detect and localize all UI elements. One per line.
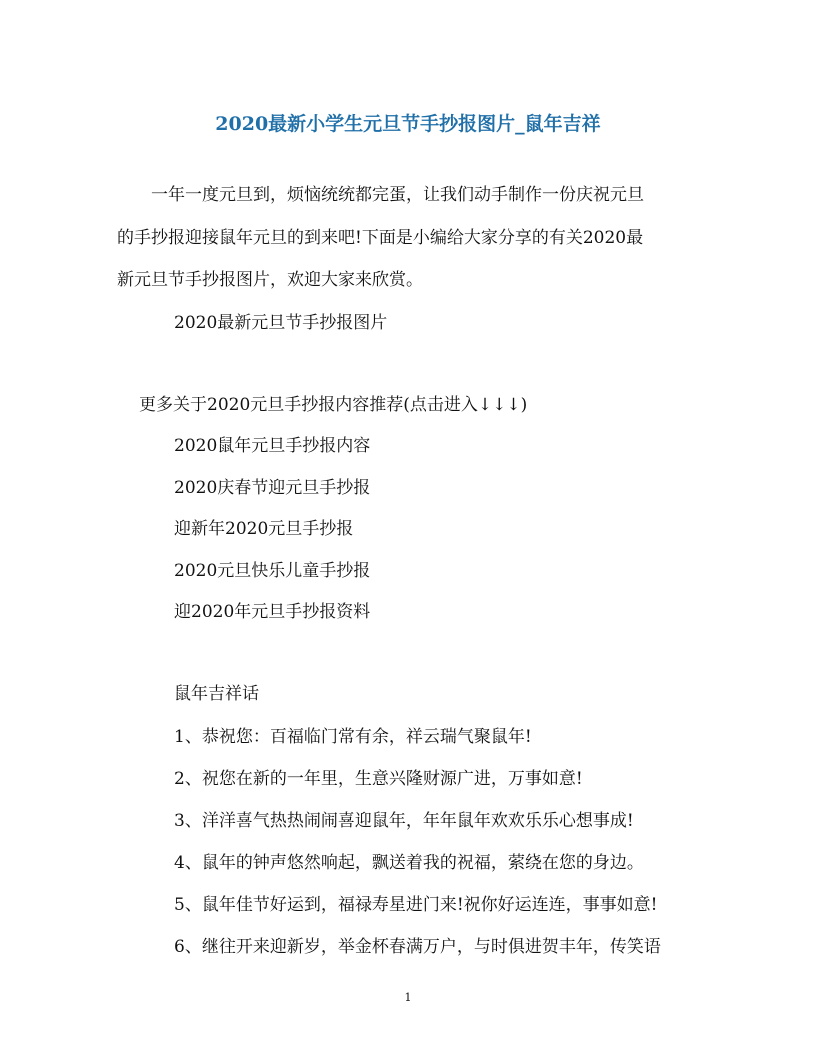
page-number: 1 xyxy=(404,991,412,1004)
recommend-link[interactable]: 迎新年2020元旦手抄报 xyxy=(174,519,354,539)
document-title: 2020最新小学生元旦节手抄报图片_鼠年吉祥 xyxy=(215,113,601,135)
intro-line-2: 的手抄报迎接鼠年元旦的到来吧!下面是小编给大家分享的有关2020最 xyxy=(117,228,644,248)
recommend-link[interactable]: 2020庆春节迎元旦手抄报 xyxy=(174,478,371,498)
image-caption: 2020最新元旦节手抄报图片 xyxy=(174,313,388,333)
recommend-heading: 更多关于2020元旦手抄报内容推荐(点击进入↓↓↓) xyxy=(139,395,528,415)
blessing-item: 2、祝您在新的一年里，生意兴隆财源广进，万事如意! xyxy=(174,769,583,789)
blessing-item: 5、鼠年佳节好运到，福禄寿星进门来!祝你好运连连，事事如意! xyxy=(174,895,658,915)
blessings-heading: 鼠年吉祥话 xyxy=(174,684,259,704)
recommend-link[interactable]: 迎2020年元旦手抄报资料 xyxy=(174,602,371,622)
blessing-item: 1、恭祝您：百福临门常有余，祥云瑞气聚鼠年! xyxy=(174,727,532,747)
blessing-item: 6、继往开来迎新岁，举金杯春满万户，与时俱进贺丰年，传笑语 xyxy=(174,937,661,957)
blessing-item: 3、洋洋喜气热热闹闹喜迎鼠年，年年鼠年欢欢乐乐心想事成! xyxy=(174,811,634,831)
intro-line-1: 一年一度元旦到，烦恼统统都完蛋，让我们动手制作一份庆祝元旦 xyxy=(117,185,644,205)
recommend-link[interactable]: 2020元旦快乐儿童手抄报 xyxy=(174,561,371,581)
intro-line-3: 新元旦节手抄报图片，欢迎大家来欣赏。 xyxy=(117,270,423,290)
recommend-link[interactable]: 2020鼠年元旦手抄报内容 xyxy=(174,436,371,456)
blessing-item: 4、鼠年的钟声悠然响起，飘送着我的祝福，萦绕在您的身边。 xyxy=(174,853,644,873)
